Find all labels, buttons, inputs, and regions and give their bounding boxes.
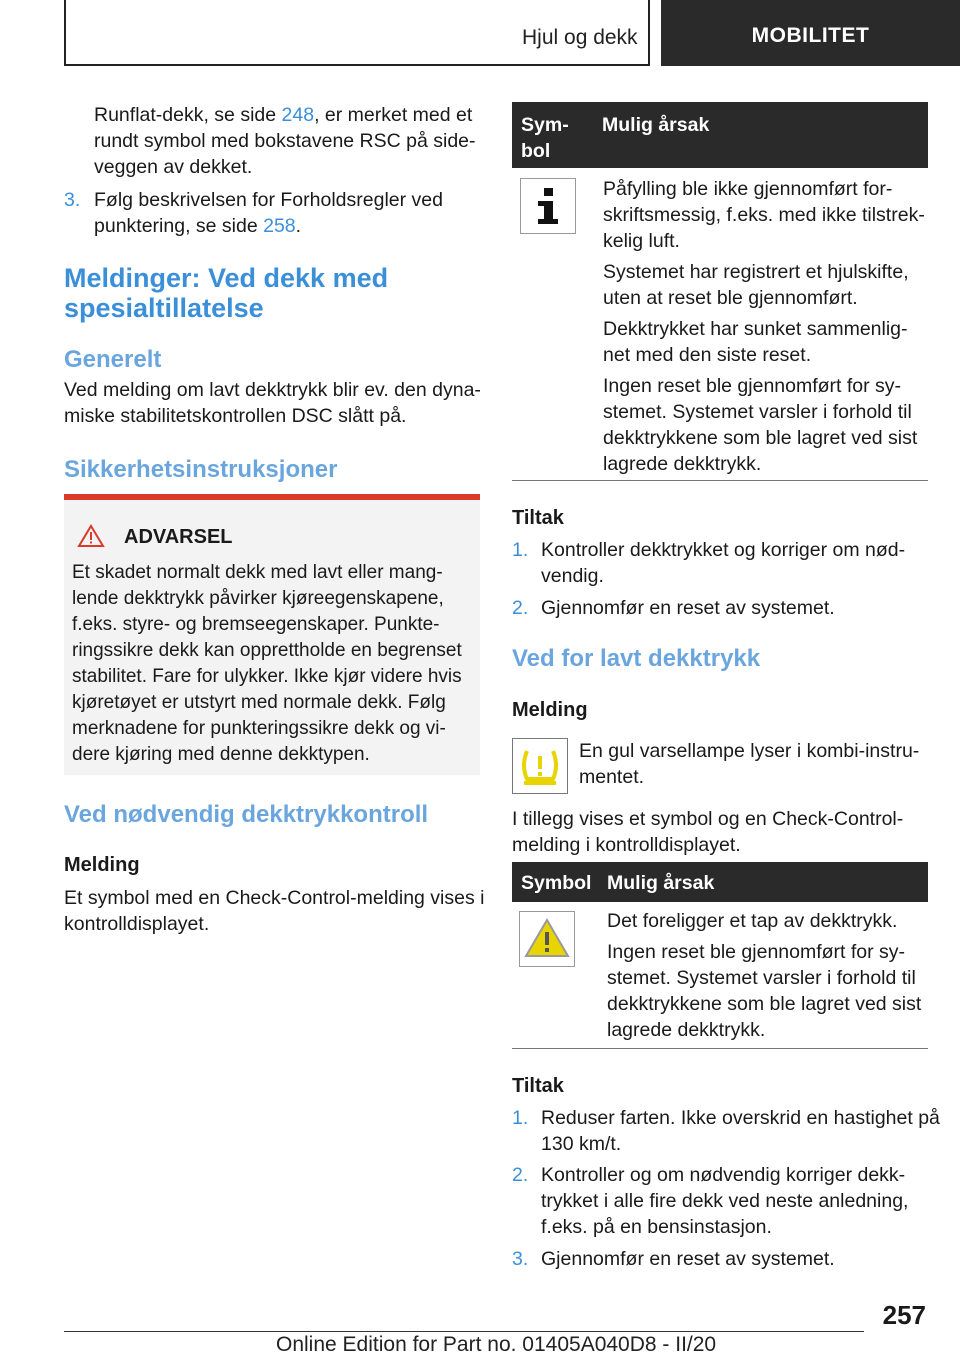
info-icon [520, 178, 576, 234]
subheading-noedvendig: Ved nødvendig dekktrykkontroll [64, 801, 429, 828]
table-col-symbol: Symbol [521, 872, 592, 894]
table-bottom-rule [512, 480, 928, 481]
header-left-line [64, 0, 66, 66]
warning-box [64, 494, 480, 775]
table-cause: Dekktrykket har sunket sammenlig- net med den siste reset. [603, 318, 908, 366]
table-header [512, 102, 928, 168]
warning-text: Et skadet normalt dekk med lavt eller mang- lende dekktrykk påvirker kjøreegenskapene, f.eks. styre- og bremseegenskaper. Punkte- ringssikre dekk kan opprettholde en begrenset stabilitet. Fare for ulykker. Ikke kjør videre hvis kjøretøyet er utstyrt med normale dekk. Følg merknadene for punkteringssikre dekk og vi- dere kjøring med denne dekktypen. [72, 562, 462, 765]
header-divider [648, 0, 650, 66]
footer-rule [64, 1331, 864, 1332]
page-link-248[interactable]: 248 [281, 104, 315, 126]
subheading-generelt: Generelt [64, 346, 162, 373]
header-section-title: Hjul og dekk [522, 26, 638, 49]
page-number: 257 [882, 1300, 926, 1330]
table-cause-list [603, 176, 925, 477]
table-cause: Ingen reset ble gjennomført for sy- stemet. Systemet varsler i forhold til dekktrykkene som ble lagret ved sist lagrede dekktrykk. [607, 941, 922, 1041]
step-number: 2. [512, 1164, 529, 1186]
step-number: 3. [64, 189, 81, 211]
lamp-paragraph: En gul varsellampe lyser i kombi-instru- mentet. [579, 740, 920, 788]
step-text: Følg beskrivelsen for Forholdsregler ved punktering, se side 258. [94, 189, 443, 237]
table-header [512, 862, 928, 902]
extra-paragraph: I tillegg vises et symbol og en Check-Control- melding i kontrolldisplayet. [512, 808, 904, 856]
melding-label: Melding [64, 854, 140, 876]
step-number: 2. [512, 597, 529, 619]
step-number: 1. [512, 1107, 529, 1129]
header-chapter-tab[interactable]: MOBILITET [661, 0, 960, 66]
step-text: Kontroller dekktrykket og korriger om nød- vendig. [541, 539, 906, 587]
tiltak-label: Tiltak [512, 507, 564, 529]
warning-title: ADVARSEL [124, 526, 233, 548]
table-col-symbol: Sym- bol [521, 114, 569, 162]
subheading-sikkerhet: Sikkerhetsinstruksjoner [64, 456, 338, 483]
table-cause: Det foreligger et tap av dekktrykk. [607, 910, 898, 932]
table-bottom-rule [512, 1048, 928, 1049]
warning-triangle-icon [519, 911, 575, 967]
step-number: 1. [512, 539, 529, 561]
tiltak-label: Tiltak [512, 1075, 564, 1097]
page-link-258[interactable]: 258 [263, 215, 296, 237]
table-cause-list [607, 908, 921, 1043]
header-rule [64, 64, 650, 66]
warning-triangle-icon [77, 524, 105, 548]
melding-label: Melding [512, 699, 588, 721]
table-cause: Ingen reset ble gjennomført for sy- stemet. Systemet varsler i forhold til dekktrykkene som ble lagret ved sist lagrede dekktrykk. [603, 375, 918, 475]
section-heading: Meldinger: Ved dekk med spesialtillatelse [64, 263, 389, 323]
table-cause: Påfylling ble ikke gjennomført for- skriftsmessig, f.eks. med ikke tilstrek- kelig luft. [603, 178, 925, 252]
generelt-paragraph: Ved melding om lavt dekktrykk blir ev. den dyna- miske stabilitetskontrollen DSC slått på. [64, 379, 481, 427]
intro-paragraph: Runflat-dekk, se side 248, er merket med et rundt symbol med bokstavene RSC på side- veggen av dekket. [94, 104, 476, 178]
table-cause: Systemet har registrert et hjulskifte, uten at reset ble gjennomført. [603, 261, 909, 309]
step-text: Kontroller og om nødvendig korriger dekk- trykket i alle fire dekk ved neste anledning, f.eks. på en bensinstasjon. [541, 1164, 909, 1238]
table-col-cause: Mulig årsak [602, 114, 710, 136]
step-number: 3. [512, 1248, 529, 1270]
tire-pressure-warning-icon [512, 738, 568, 794]
table-col-cause: Mulig årsak [607, 872, 715, 894]
footer-edition: Online Edition for Part no. 01405A040D8 - II/20 [276, 1333, 717, 1356]
step-text: Gjennomfør en reset av systemet. [541, 597, 835, 619]
subheading-lavt: Ved for lavt dekktrykk [512, 645, 761, 672]
step-text: Gjennomfør en reset av systemet. [541, 1248, 835, 1270]
melding-paragraph: Et symbol med en Check-Control-melding vises i kontrolldisplayet. [64, 887, 485, 935]
step-text: Reduser farten. Ikke overskrid en hastighet på 130 km/t. [541, 1107, 940, 1155]
